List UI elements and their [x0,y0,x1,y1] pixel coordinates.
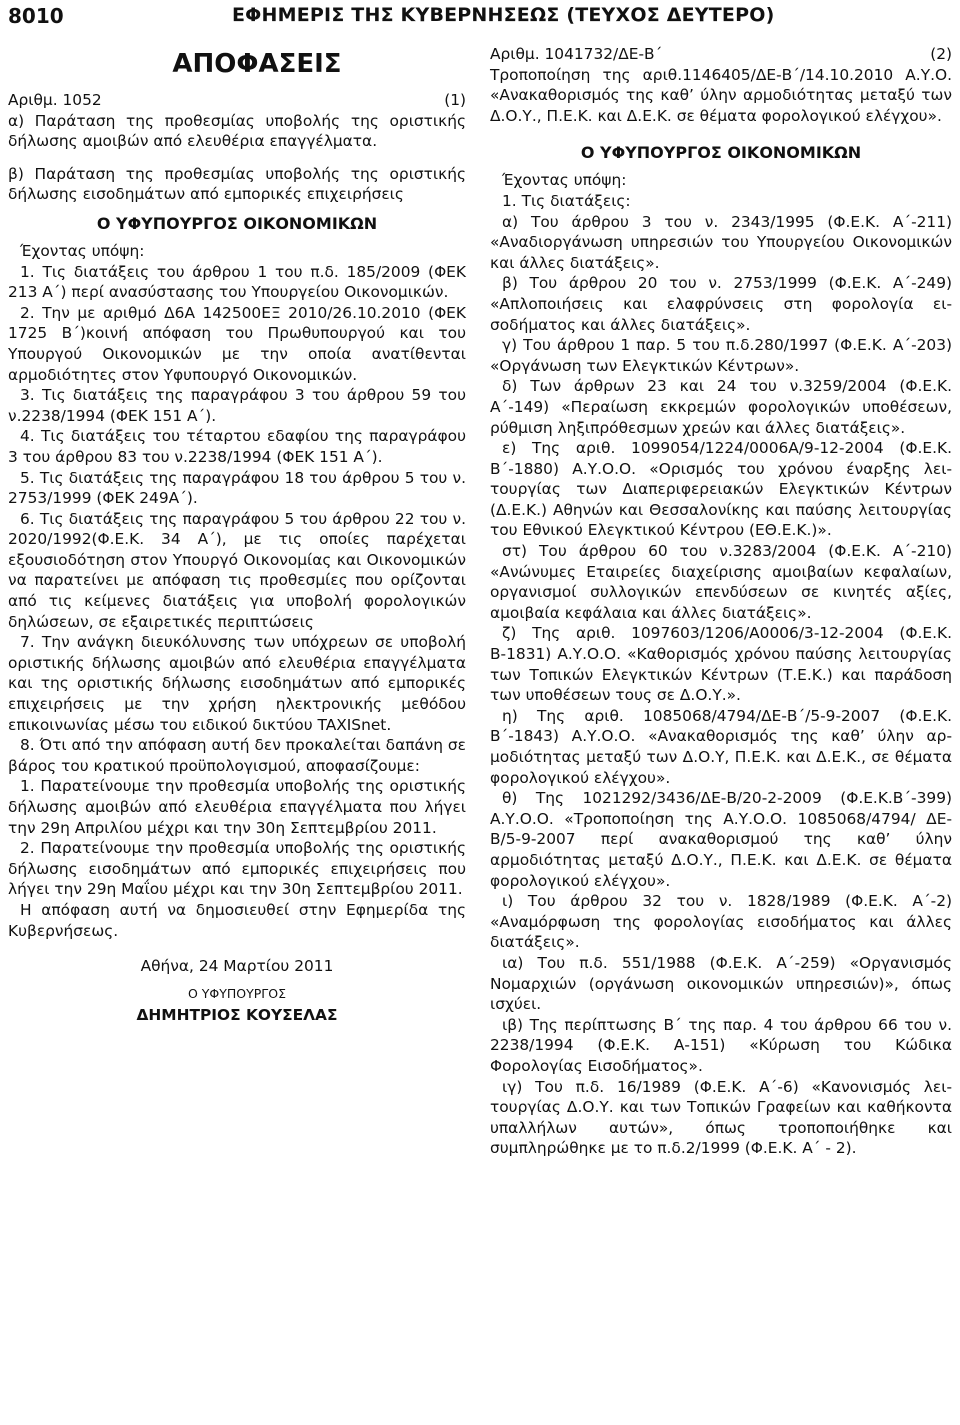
paragraph: δ) Των άρθρων 23 και 24 του ν.3259/2004 (Φ.Ε.Κ. Α΄-149) «Περαίωση εκκρεμών φορολογικών υποθέσεων, ρύθμιση ληξιπρόθεσμων χρεών και άλλες διατάξεις». [490,377,952,437]
decision-subject-b: β) Παράταση της προθεσμίας υποβολής της οριστικής δήλωσης εισοδημάτων από εμπορικές επιχειρήσεις [8,164,466,204]
paragraph: Έχοντας υπόψη: [20,241,145,260]
paragraph: β) Του άρθρου 20 του ν. 2753/1999 (Φ.Ε.Κ. Α΄-249) «Απλοποιήσεις και ελαφρύνσεις στη φορολογία εισοδήματος και άλλες διατάξεις». [490,274,952,334]
paragraph: 2. Παρατείνουμε την προθεσμία υποβολής της οριστικής δήλωσης εισοδημάτων από εμπορικές επιχειρήσεις που λήγει την 29η Μαΐου μέχρι και την 30η Σεπτεμβρίου 2011. [8,839,466,899]
page-number: 8010 [8,4,64,28]
paragraph: η) Της αριθ. 1085068/4794/ΔΕ-Β΄/5-9-2007 (Φ.Ε.Κ. Β΄-1843) Α.Υ.Ο.Ο. «Ανακαθορισμός της καθ’ ύλην αρμοδιότητας μεταξύ των Δ.Ο.Υ, Π.Ε.Κ. και Δ.Ε.Κ., σε θέματα φορολογικού ελέγχου». [490,706,952,787]
decision-subject: Τροποποίηση της αριθ.1146405/ΔΕ-Β΄/14.10.2010 Α.Υ.Ο. «Ανακαθορισμός της καθ’ ύλην αρμοδιότητας μεταξύ των Δ.Ο.Υ., Π.Ε.Κ. και Δ.Ε.Κ. σε θέματα φορολογικού ελέγχου». [490,65,952,125]
minister-heading: Ο ΥΦΥΠΟΥΡΓΟΣ ΟΙΚΟΝΟΜΙΚΩΝ [96,213,378,233]
paragraph: α) Του άρθρου 3 του ν. 2343/1995 (Φ.Ε.Κ. Α΄-211) «Αναδιοργάνωση υπηρεσιών του Υπουργείου Οικονομικών και άλλες διατάξεις». [490,212,952,272]
page-header [0,0,960,30]
paragraph: ζ) Της αριθ. 1097603/1206/Α0006/3-12-2004 (Φ.Ε.Κ. Β-1831) Α.Υ.Ο.Ο. «Καθορισμός χρόνου παύσης λειτουργίας των Τοπικών Ελεγκτικών Κέντρων (Τ.Ε.Κ.) και παράδοση των υποθέσεων τους σε Δ.Ο.Υ.». [490,624,952,705]
decision-number-row [490,44,952,65]
signer-name: ΔΗΜΗΤΡΙΟΣ ΚΟΥΣΕΛΑΣ [136,1006,338,1025]
left-column [8,44,466,1027]
paragraph: Η απόφαση αυτή να δημοσιευθεί στην Εφημερίδα της Κυβερνήσεως. [8,900,466,940]
paragraph: στ) Του άρθρου 60 του ν.3283/2004 (Φ.Ε.Κ. Α΄-210) «Ανώνυμες Εταιρείες διαχείρισης αμοιβαίων κεφαλαίων, οργανισμοί συλλογικών επενδύσεων σε κινητές αξίες, αμοιβαία κεφάλαια και άλλες διατάξεις». [490,542,952,622]
paragraph: 8. Ότι από την απόφαση αυτή δεν προκαλείται δαπάνη σε βάρος του κρατικού προϋπολογισμού, αποφασίζουμε: [8,736,466,775]
date-place: Αθήνα, 24 Μαρτίου 2011 [140,957,334,976]
signer-title: Ο ΥΦΥΠΟΥΡΓΟΣ [187,986,287,1002]
decision-number-row [8,90,466,111]
right-column [490,44,952,1159]
paragraph: 6. Τις διατάξεις της παραγράφου 5 του άρθρου 22 του ν. 2020/1992(Φ.Ε.Κ. 34 Α΄), με τις οποίες παρέχεται εξουσιοδότηση στον Υπουργό Οικονομίας και Οικονομικών να παρατείνει με απόφαση τις προθεσμίες που ορίζονται από τις κείμενες διατάξεις για υποβολή φορολογικών δηλώσεων, σε εξαιρετικές περιπτώσεις [8,509,466,631]
decision-number: Αριθμ. 1052 [8,91,102,109]
paragraph: ε) Της αριθ. 1099054/1224/0006Α/9-12-2004 (Φ.Ε.Κ. Β΄-1880) Α.Υ.Ο.Ο. «Ορισμός του χρόνου έναρξης λειτουργίας των Διαπεριφερειακών Ελεγκτικών Κέντρων (Δ.Ε.Κ.) Αθηνών και Θεσσαλονίκης και παύσης λειτουργίας του Εθνικού Ελεγκτικού Κέντρου (ΕΘ.Ε.Κ.)». [490,439,952,540]
gazette-title: ΕΦΗΜΕΡΙΣ ΤΗΣ ΚΥΒΕΡΝΗΣΕΩΣ (ΤΕΥΧΟΣ ΔΕΥΤΕΡΟ) [232,4,775,26]
paragraph: ι) Του άρθρου 32 του ν. 1828/1989 (Φ.Ε.Κ. Α΄-2) «Αναμόρφωση της φορολογίας εισοδήματος και άλλες διατάξεις». [490,892,952,952]
paragraph: ιβ) Της περίπτωσης Β΄ της παρ. 4 του άρθρου 66 του ν. 2238/1994 (Φ.Ε.Κ. Α-151) «Κύρωση του Κώδικα Φορολογίας Εισοδήματος». [490,1015,952,1075]
paragraph: θ) Της 1021292/3436/ΔΕ-Β/20-2-2009 (Φ.Ε.Κ.Β΄-399) Α.Υ.Ο.Ο. «Τροποποίηση της Α.Υ.Ο.Ο. 1085068/4794/ ΔΕ-Β/5-9-2007 περί ανακαθορισμού της καθ’ ύλην αρμοδιότητας μεταξύ Δ.Ο.Υ., Π.Ε.Κ. και Δ.Ε.Κ. σε θέματα φορολογικού ελέγχου». [490,789,952,890]
decision-number: Αριθμ. 1041732/ΔΕ-Β΄ [490,45,663,63]
paragraph: 7. Την ανάγκη διευκόλυνσης των υπόχρεων σε υποβολή οριστικής δήλωσης αμοιβών από ελευθέρια επαγγέλματα και της οριστικής δήλωσης εισοδημάτων από εμπορικές επιχειρήσεις με την χρήση ηλεκτρονικής μεθόδου επικοινωνίας μέσω του ειδικού δικτύου TAXISnet. [8,633,466,734]
paragraph: Έχοντας υπόψη: [502,171,627,190]
paragraph: 4. Τις διατάξεις του τέταρτου εδαφίου της παραγράφου 3 του άρθρου 83 του ν.2238/1994 (ΦΕΚ 151 Α΄). [8,427,466,466]
paragraph: 1. Τις διατάξεις: [502,191,631,210]
section-title: ΑΠΟΦΑΣΕΙΣ [172,49,342,79]
paragraph: 1. Τις διατάξεις του άρθρου 1 του π.δ. 185/2009 (ΦΕΚ 213 Α΄) περί ανασύστασης του Υπουργείου Οικονομικών. [8,262,466,302]
paragraph: 2. Την με αριθμό Δ6Α 142500ΕΞ 2010/26.10.2010 (ΦΕΚ 1725 Β΄)κοινή απόφαση του Πρωθυπουργού και του Υπουργού Οικονομικών με την οποία ανατίθενται αρμοδιότητες στον Υφυπουργό Οικονομικών. [8,303,466,384]
paragraph: ια) Του π.δ. 551/1988 (Φ.Ε.Κ. Α΄-259) «Οργανισμός Νομαρχιών (οργάνωση οικονομικών υπηρεσιών)», όπως ισχύει. [490,953,952,1014]
paragraph: γ) Του άρθρου 1 παρ. 5 του π.δ.280/1997 (Φ.Ε.Κ. Α΄-203) «Οργάνωση των Ελεγκτικών Κέντρων». [490,336,952,375]
paragraph: 1. Παρατείνουμε την προθεσμία υποβολής της οριστικής δήλωσης αμοιβών από ελευθέρια επαγγέλματα που λήγει την 29η Απριλίου μέχρι και την 30η Σεπτεμβρίου 2011. [8,777,466,837]
minister-heading: Ο ΥΦΥΠΟΥΡΓΟΣ ΟΙΚΟΝΟΜΙΚΩΝ [580,143,862,163]
paragraph: 3. Τις διατάξεις της παραγράφου 3 του άρθρου 59 του ν.2238/1994 (ΦΕΚ 151 Α΄). [8,386,466,425]
paragraph: ιγ) Του π.δ. 16/1989 (Φ.Ε.Κ. Α΄-6) «Κανονισμός λειτουργίας Δ.Ο.Υ. και των Τοπικών Γραφείων και καθήκοντα υπαλλήλων αυτών», όπως τροποποιήθηκε και συμπληρώθηκε με το π.δ.2/1999 (Φ.Ε.Κ. Α΄ - 2). [490,1077,952,1158]
paragraph: 5. Τις διατάξεις της παραγράφου 18 του άρθρου 5 του ν. 2753/1999 (ΦΕΚ 249Α΄). [8,468,466,508]
decision-subject-a: α) Παράταση της προθεσμίας υποβολής της οριστικής δήλωσης αμοιβών από ελευθέρια επαγγέλματα. [8,111,466,151]
decision-marker: (2) [930,45,952,63]
decision-marker: (1) [444,91,466,109]
